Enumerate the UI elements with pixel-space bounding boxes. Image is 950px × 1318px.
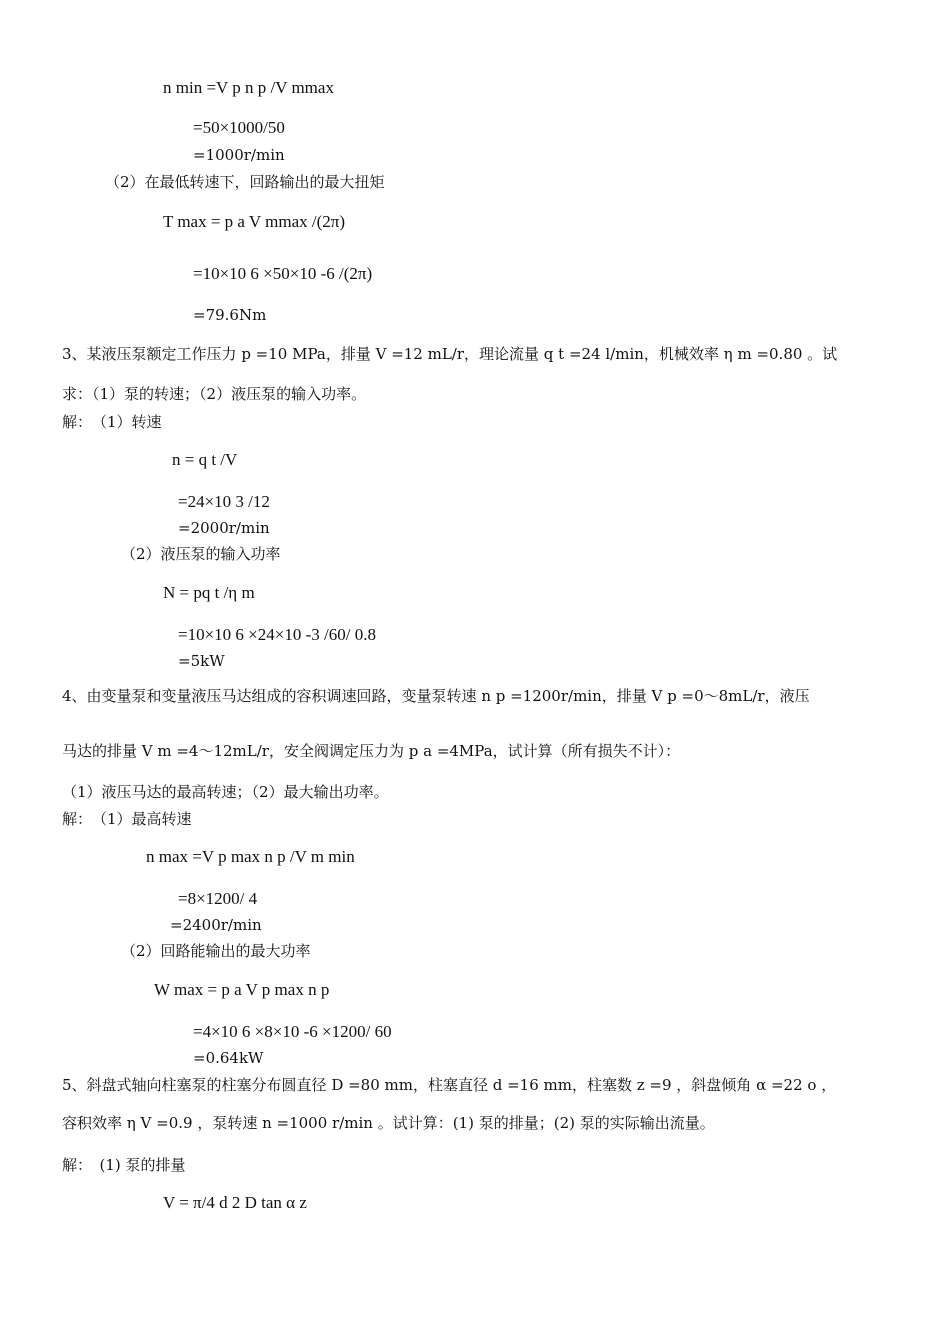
result-line: =2400r/min bbox=[170, 916, 262, 934]
sub-question: （2）在最低转速下，回路输出的最大扭矩 bbox=[105, 173, 385, 191]
problem-4-statement: 4、由变量泵和变量液压马达组成的容积调速回路，变量泵转速 n p =1200r/min，排量 V p =0～8mL/r，液压 bbox=[62, 687, 810, 705]
formula-step: =10×10 6 ×24×10 -3 /60/ 0.8 bbox=[178, 625, 376, 644]
result-line: =2000r/min bbox=[178, 519, 270, 537]
problem-4-statement-cont: 马达的排量 V m =4～12mL/r，安全阀调定压力为 p a =4MPa，试计算（所有损失不计）： bbox=[62, 742, 681, 760]
formula-n-min: n min =V p n p /V mmax bbox=[163, 78, 334, 97]
solution-label: 解： （1）最高转速 bbox=[62, 810, 192, 828]
solution-label: 解： (1) 泵的排量 bbox=[62, 1156, 186, 1174]
formula-w-max: W max = p a V p max n p bbox=[154, 980, 330, 999]
result-line: =0.64kW bbox=[193, 1049, 264, 1067]
formula-power: N = pq t /η m bbox=[163, 583, 255, 602]
result-line: =1000r/min bbox=[193, 146, 285, 164]
sub-question: （2）液压泵的输入功率 bbox=[121, 545, 281, 563]
problem-3-statement: 3、某液压泵额定工作压力 p =10 MPa，排量 V =12 mL/r，理论流量 q t =24 l/min，机械效率 η m =0.80 。试 bbox=[62, 345, 838, 363]
result-line: =5kW bbox=[178, 652, 225, 670]
formula-step: =10×10 6 ×50×10 -6 /(2π) bbox=[193, 264, 373, 283]
formula-n-max: n max =V p max n p /V m min bbox=[146, 847, 355, 866]
sub-question: （2）回路能输出的最大功率 bbox=[121, 942, 311, 960]
formula-step: =24×10 3 /12 bbox=[178, 492, 270, 511]
formula-n: n = q t /V bbox=[172, 450, 238, 469]
formula-t-max: T max = p a V mmax /(2π) bbox=[163, 212, 346, 231]
result-line: =79.6Nm bbox=[193, 306, 267, 324]
formula-displacement: V = π/4 d 2 D tan α z bbox=[163, 1193, 307, 1212]
problem-5-statement-cont: 容积效率 η V =0.9 ，泵转速 n =1000 r/min 。试计算：(1) 泵的排量；(2) 泵的实际输出流量。 bbox=[62, 1114, 715, 1132]
problem-5-statement: 5、斜盘式轴向柱塞泵的柱塞分布圆直径 D =80 mm，柱塞直径 d =16 mm，柱塞数 z =9 ，斜盘倾角 α =22 o ， bbox=[62, 1076, 837, 1094]
formula-step: =4×10 6 ×8×10 -6 ×1200/ 60 bbox=[193, 1022, 392, 1041]
solution-label: 解： （1）转速 bbox=[62, 413, 162, 431]
problem-4-question: （1）液压马达的最高转速；（2）最大输出功率。 bbox=[62, 783, 389, 801]
formula-step: =8×1200/ 4 bbox=[178, 889, 258, 908]
problem-3-question: 求：（1）泵的转速；（2）液压泵的输入功率。 bbox=[62, 385, 367, 403]
formula-step: =50×1000/50 bbox=[193, 118, 285, 137]
